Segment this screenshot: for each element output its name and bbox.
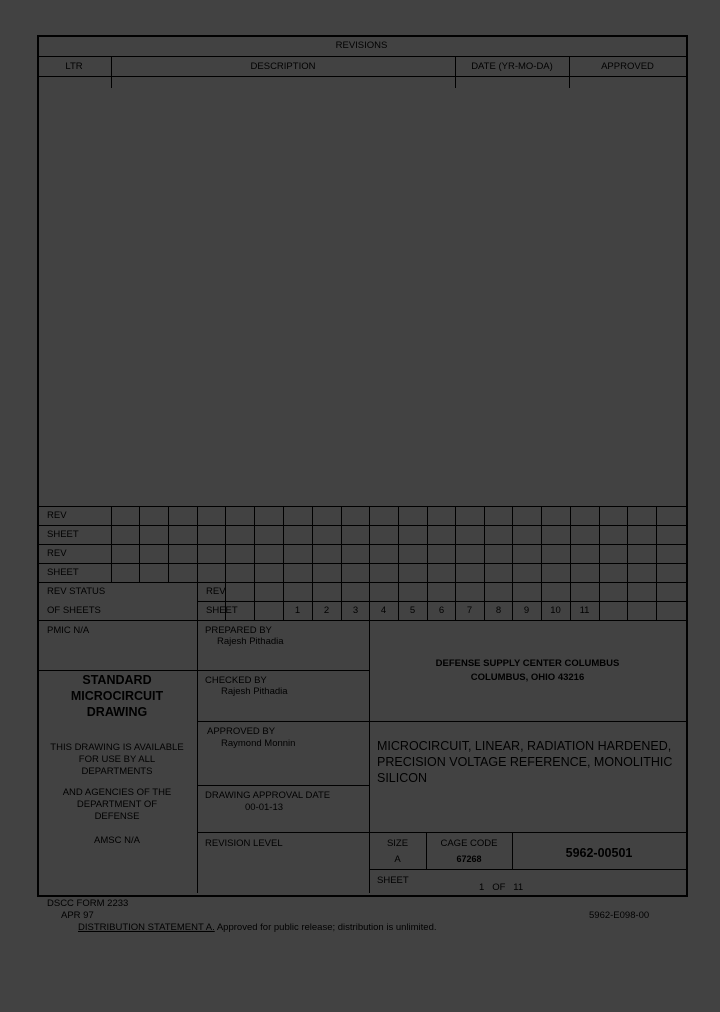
sheet-number: 8 [495, 605, 502, 616]
sheet-row-label: SHEET [47, 567, 79, 578]
sheet-label: SHEET [206, 605, 238, 616]
rev-row-label: REV [47, 510, 67, 521]
approval-date-label: DRAWING APPROVAL DATE [205, 790, 331, 801]
sheet-number: 9 [523, 605, 530, 616]
agency-line1: DEFENSE SUPPLY CENTER COLUMBUS [435, 658, 620, 669]
pmic-label: PMIC N/A [47, 625, 90, 636]
cage-code-label: CAGE CODE [440, 838, 498, 849]
revisions-title: REVISIONS [335, 40, 388, 51]
distribution-statement [78, 923, 437, 933]
availability-note: THIS DRAWING IS AVAILABLE FOR USE BY ALL DEPARTMENTS [50, 742, 184, 777]
prepared-by-label: PREPARED BY [205, 625, 272, 636]
col-approved: APPROVED [601, 61, 654, 72]
prepared-by-name: Rajesh Pithadia [217, 636, 284, 647]
size-value: A [394, 854, 401, 865]
col-description: DESCRIPTION [250, 61, 316, 72]
col-ltr: LTR [65, 61, 83, 72]
sheet-number: 5 [409, 605, 416, 616]
document-code: 5962-E098-00 [589, 910, 650, 921]
agency-line2: COLUMBUS, OHIO 43216 [470, 672, 585, 683]
agencies-note: AND AGENCIES OF THE DEPARTMENT OF DEFENSE [62, 787, 172, 822]
sheet-number: 6 [438, 605, 445, 616]
rev-row-label: REV [47, 548, 67, 559]
approved-by-name: Raymond Monnin [221, 738, 296, 749]
amsc-label: AMSC N/A [94, 835, 140, 846]
sheet-number: 2 [323, 605, 330, 616]
cage-code-value: 67268 [456, 854, 482, 864]
product-title: MICROCIRCUIT, LINEAR, RADIATION HARDENED, PRECISION VOLTAGE REFERENCE, MONOLITHIC SILICON [377, 739, 673, 785]
sheet-number: 10 [550, 605, 561, 616]
sheet-row-label: SHEET [47, 529, 79, 540]
revision-level-label: REVISION LEVEL [205, 838, 283, 849]
form-number: DSCC FORM 2233 [47, 898, 129, 909]
sheet-number: 11 [579, 605, 590, 616]
size-label: SIZE [386, 838, 409, 849]
checked-by-label: CHECKED BY [205, 675, 267, 686]
sheet-footer-label: SHEET [377, 875, 409, 886]
sheet-number: 3 [352, 605, 359, 616]
checked-by-name: Rajesh Pithadia [221, 686, 288, 697]
distribution-text: Approved for public release; distribution is unlimited. [216, 922, 437, 933]
drawing-number: 5962-00501 [565, 846, 633, 860]
form-date: APR 97 [61, 910, 94, 921]
sheet-footer-value: 1 OF 11 [479, 882, 524, 893]
standard-drawing-title: STANDARD MICROCIRCUIT DRAWING [70, 673, 164, 719]
sheet-number: 1 [294, 605, 301, 616]
sheet-number: 4 [380, 605, 387, 616]
rev-status-label: REV STATUS [47, 586, 106, 597]
col-date: DATE (YR-MO-DA) [471, 61, 553, 72]
rev-label: REV [206, 586, 226, 597]
approved-by-label: APPROVED BY [207, 726, 276, 737]
distribution-label: DISTRIBUTION STATEMENT A. [78, 922, 215, 933]
of-sheets-label: OF SHEETS [47, 605, 101, 616]
sheet-number: 7 [466, 605, 473, 616]
approval-date: 00-01-13 [245, 802, 284, 813]
